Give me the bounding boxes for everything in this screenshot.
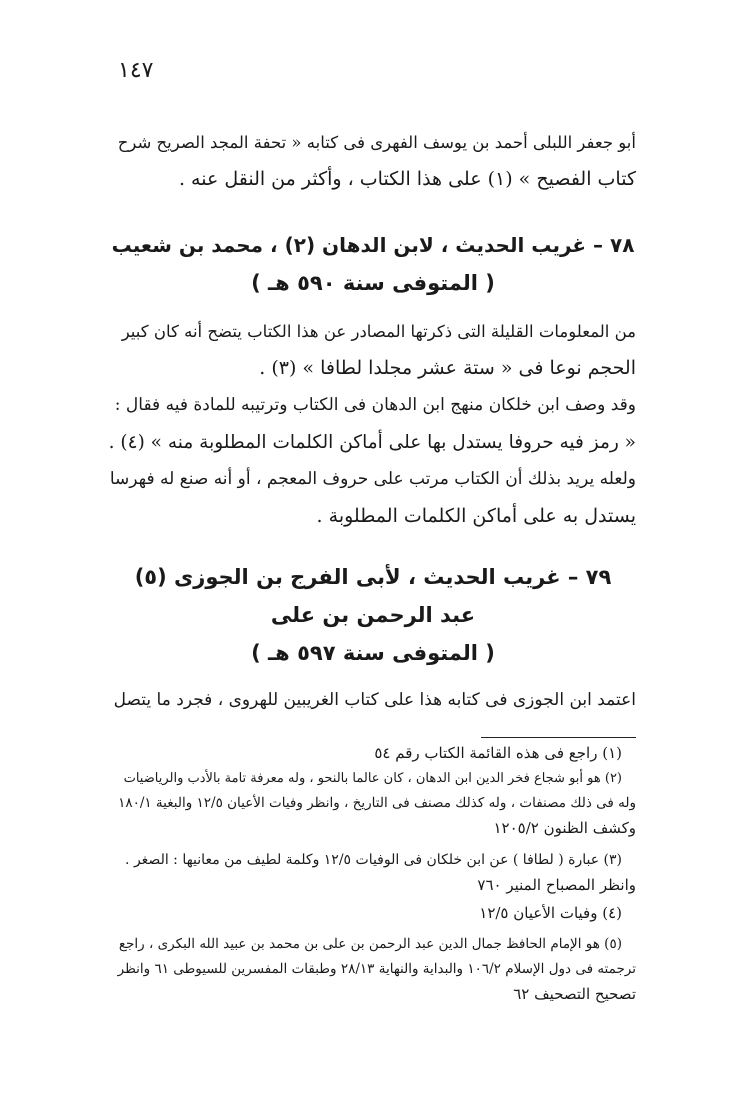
footnote-2-line-1: (٢) هو أبو شجاع فخر الدين ابن الدهان ، كان عالما بالنحو ، وله معرفة تامة بالأدب والرياضيات [123, 771, 622, 786]
footnote-4: (٤) وفيات الأعيان ١٢/٥ [479, 904, 622, 922]
footnotes [110, 741, 636, 1007]
entry-79-body [110, 682, 636, 719]
entry-79-author-name: عبد الرحمن بن على [270, 603, 476, 627]
entry-78-line-5: ولعله يريد بذلك أن الكتاب مرتب على حروف المعجم ، أو أنه صنع له فهرسا [109, 469, 636, 489]
entry-78-line-1: من المعلومات القليلة التى ذكرتها المصادر عن هذا الكتاب يتضح أنه كان كبير [121, 322, 636, 341]
entry-78-heading [110, 226, 636, 302]
intro-paragraph [110, 124, 636, 198]
entry-78-line-3: وقد وصف ابن خلكان منهج ابن الدهان فى الكتاب وترتيبه للمادة فيه فقال : [114, 395, 636, 415]
footnote-5-line-1: (٥) هو الإمام الحافظ جمال الدين عبد الرحمن بن على بن محمد بن عبيد الله البكرى ، راجع [118, 936, 622, 952]
entry-78-line-4: « رمز فيه حروفا يستدل بها على أماكن الكلمات المطلوبة منه » (٤) . [108, 432, 636, 453]
footnote-5-line-3: تصحيح التصحيف ٦٢ [513, 985, 636, 1003]
entry-78-line-6: يستدل به على أماكن الكلمات المطلوبة . [316, 505, 636, 527]
entry-79-death-date: ( المتوفى سنة ٥٩٧ هـ ) [251, 641, 495, 665]
footnote-separator [481, 737, 636, 738]
intro-line-1: أبو جعفر اللبلى أحمد بن يوسف الفهرى فى كتابه « تحفة المجد الصريح شرح [117, 133, 636, 152]
entry-79-line-1: اعتمد ابن الجوزى فى كتابه هذا على كتاب الغريبين للهروى ، فجرد ما يتصل [113, 690, 636, 710]
intro-line-2: كتاب الفصيح » (١) على هذا الكتاب ، وأكثر من النقل عنه . [178, 168, 636, 190]
footnote-5-line-2: ترجمته فى دول الإسلام ١٠٦/٢ والبداية والنهاية ٢٨/١٣ وطبقات المفسرين للسيوطى ٦١ وانظر [117, 961, 636, 977]
footnote-2-line-2: وله فى ذلك مصنفات ، وله كذلك مصنف فى التاريخ ، وانظر وفيات الأعيان ١٢/٥ والبغية ١٨٠/١ [118, 795, 636, 811]
footnote-3-line-1: (٣) عبارة ( لطافا ) عن ابن خلكان فى الوفيات ١٢/٥ وكلمة لطيف من معانيها : الصغر . [125, 852, 622, 868]
footnote-3-line-2: وانظر المصباح المنير ٧٦٠ [477, 876, 636, 894]
entry-78-line-2: الحجم نوعا فى « ستة عشر مجلدا لطافا » (٣) . [259, 357, 636, 379]
entry-78-death-date: ( المتوفى سنة ٥٩٠ هـ ) [251, 271, 495, 295]
footnote-2-line-3: وكشف الظنون ١٢٠٥/٢ [493, 819, 636, 837]
entry-79-heading [110, 558, 636, 672]
footnote-1: (١) راجع فى هذه القائمة الكتاب رقم ٥٤ [374, 744, 622, 762]
entry-79-title: ٧٩ – غريب الحديث ، لأبى الفرج بن الجوزى (٥) [134, 565, 612, 589]
entry-78-body [110, 313, 636, 535]
entry-78-title: ٧٨ – غريب الحديث ، لابن الدهان (٢) ، محمد بن شعيب [111, 233, 635, 257]
page-number: ١٤٧ [118, 58, 154, 83]
